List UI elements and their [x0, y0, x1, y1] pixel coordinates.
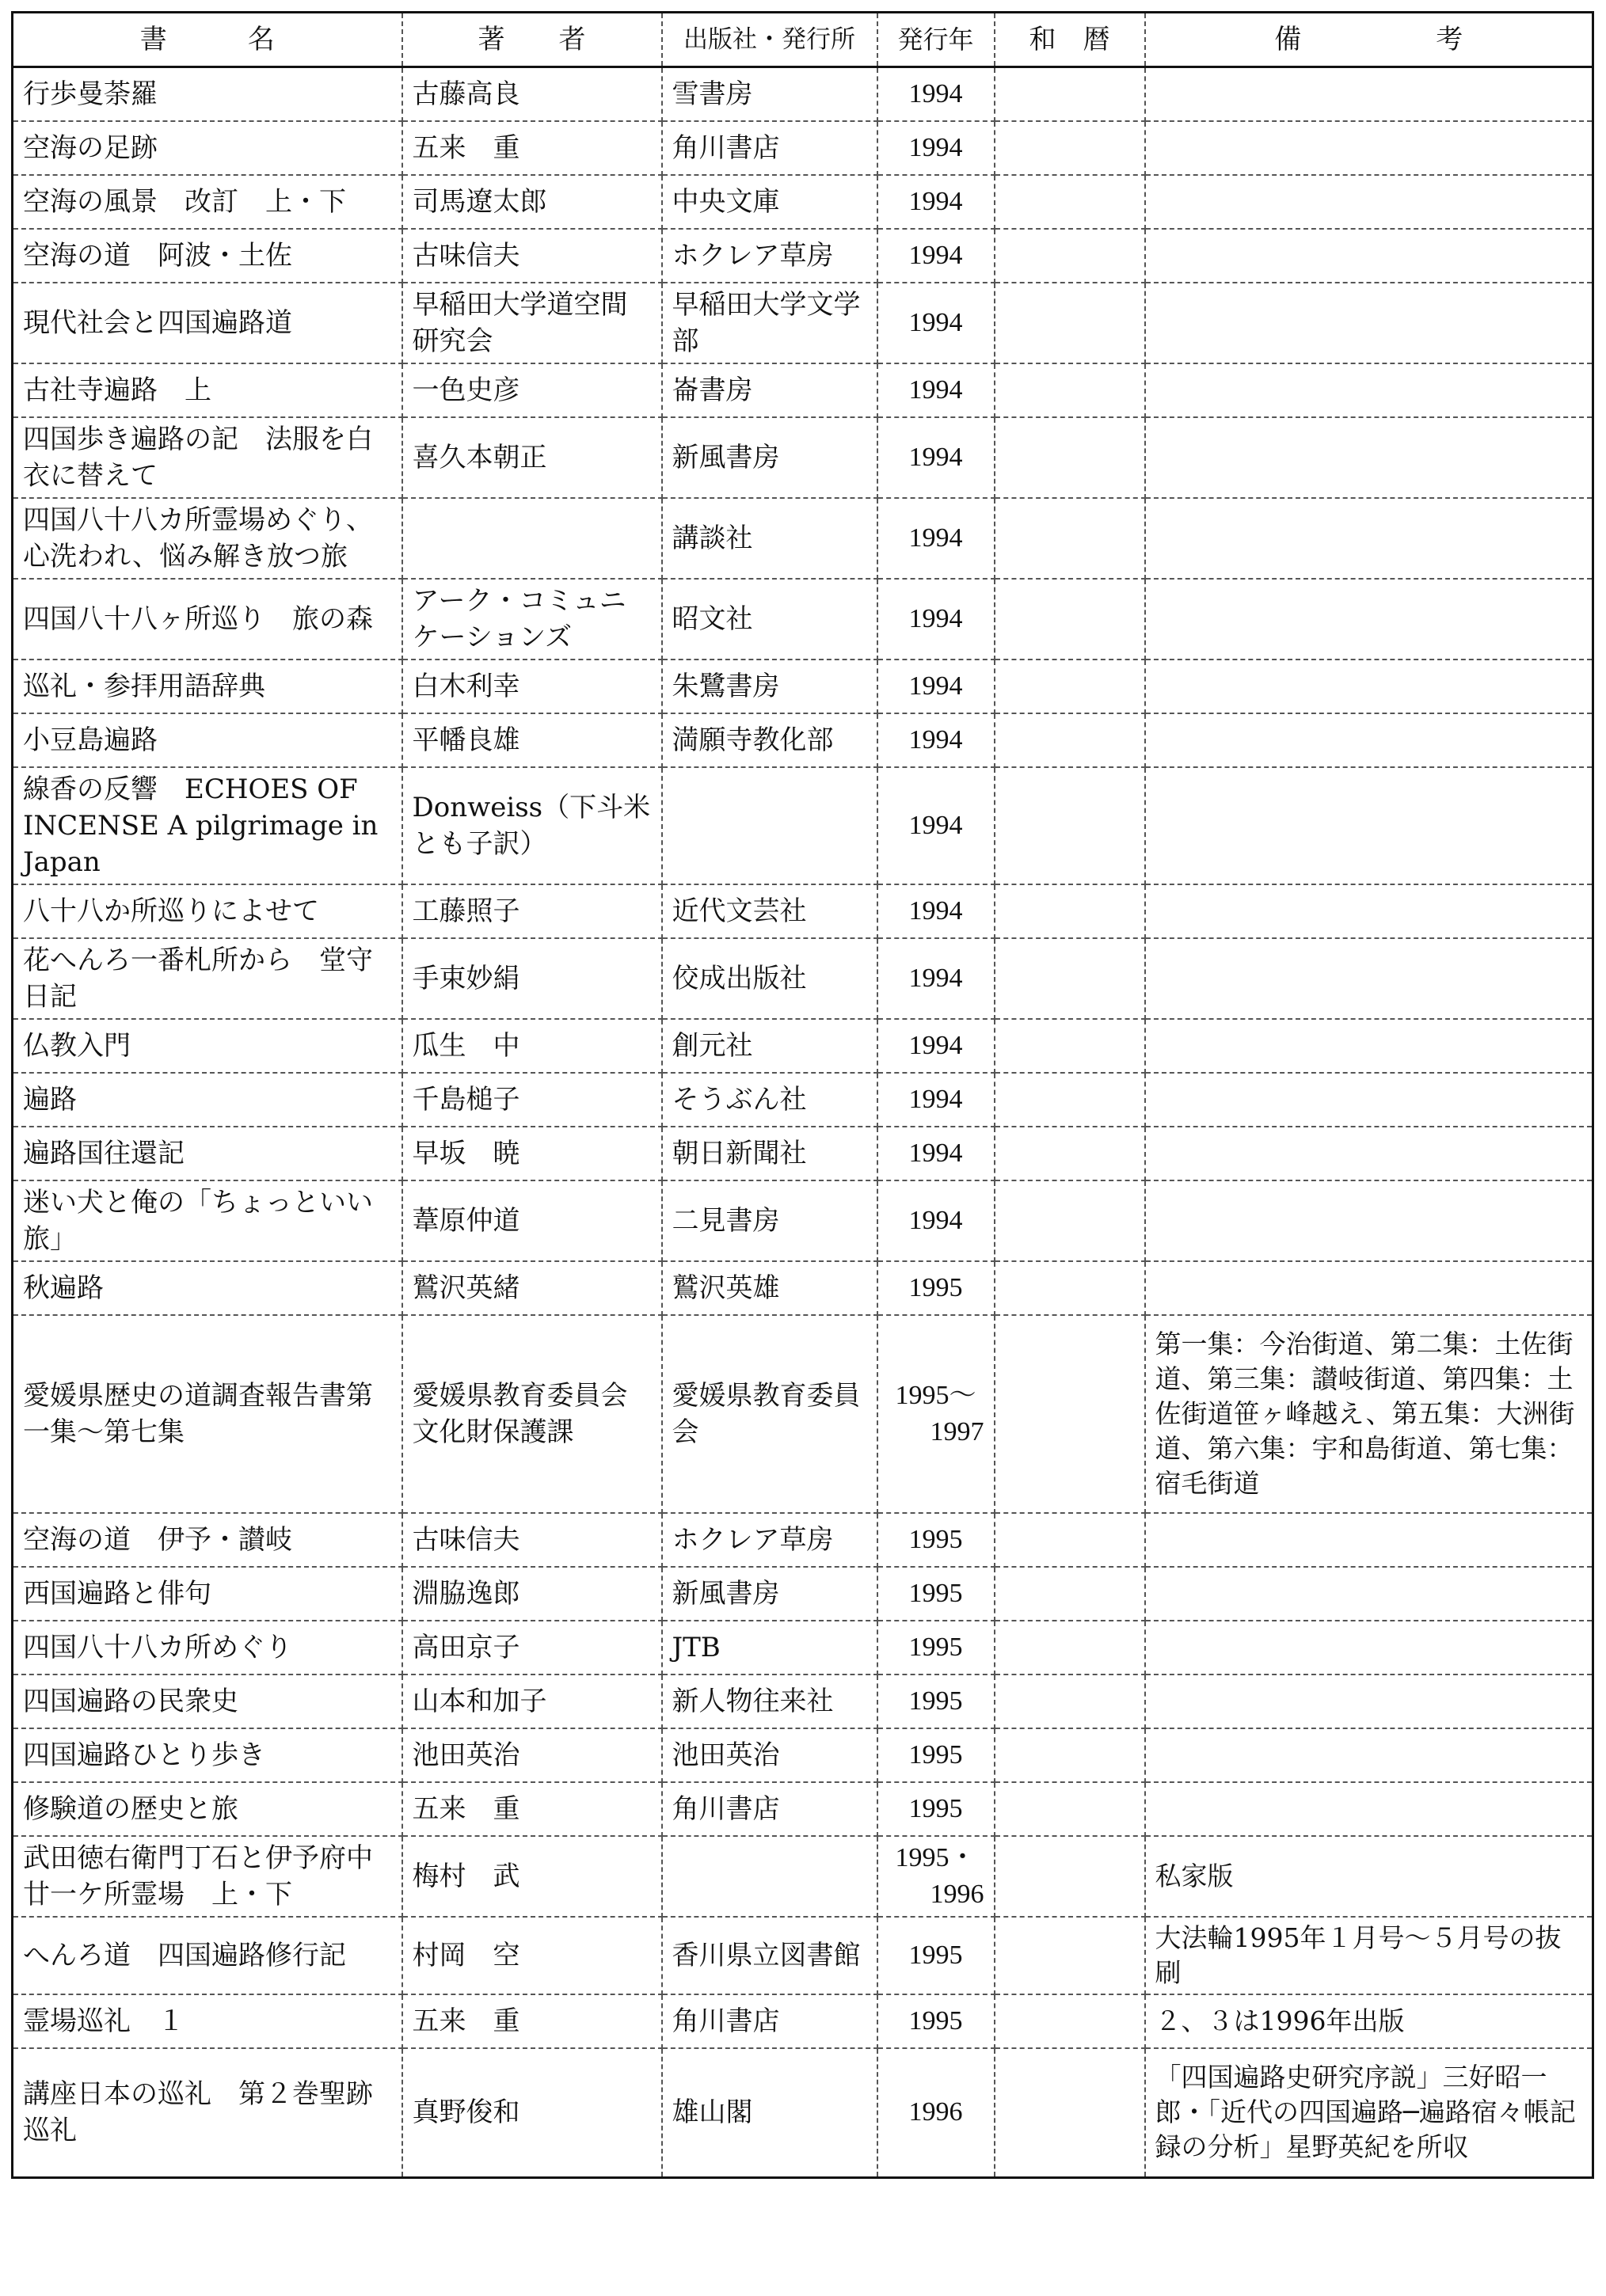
cell-publisher: 満願寺教化部: [662, 713, 877, 767]
cell-author: 司馬遼太郎: [402, 175, 662, 229]
cell-wareki: [995, 1782, 1145, 1836]
cell-notes: [1145, 1728, 1593, 1782]
cell-title: 四国遍路ひとり歩き: [13, 1728, 402, 1782]
cell-notes: [1145, 121, 1593, 175]
table-row: [13, 1621, 1593, 1674]
cell-title: 四国八十八ヶ所巡り 旅の森: [13, 579, 402, 660]
header-title: 書 名: [13, 13, 402, 67]
year-end: 1996: [930, 1879, 984, 1909]
cell-title: 空海の道 伊予・讃岐: [13, 1513, 402, 1567]
cell-publisher: 朝日新聞社: [662, 1127, 877, 1180]
cell-notes: [1145, 767, 1593, 884]
cell-wareki: [995, 283, 1145, 363]
cell-wareki: [995, 884, 1145, 938]
cell-author: 真野俊和: [402, 2048, 662, 2178]
cell-author: 喜久本朝正: [402, 417, 662, 498]
cell-author: 村岡 空: [402, 1917, 662, 1994]
cell-publisher: 早稲田大学文学部: [662, 283, 877, 363]
cell-title: 迷い犬と俺の「ちょっといい旅」: [13, 1180, 402, 1261]
cell-notes: [1145, 1513, 1593, 1567]
cell-wareki: [995, 67, 1145, 121]
cell-year: [877, 1315, 995, 1513]
cell-wareki: [995, 363, 1145, 417]
cell-year: 1994: [877, 417, 995, 498]
cell-title: 古社寺遍路 上: [13, 363, 402, 417]
cell-title: 現代社会と四国遍路道: [13, 283, 402, 363]
cell-publisher: 角川書店: [662, 121, 877, 175]
cell-year: 1994: [877, 579, 995, 660]
cell-notes: [1145, 1180, 1593, 1261]
cell-year: 1995: [877, 1261, 995, 1315]
cell-title: 仏教入門: [13, 1019, 402, 1073]
table-row: [13, 767, 1593, 884]
cell-notes: [1145, 938, 1593, 1019]
cell-notes: [1145, 579, 1593, 660]
table-row: [13, 1674, 1593, 1728]
header-publisher: 出版社・発行所: [662, 13, 877, 67]
cell-year: 1995: [877, 1513, 995, 1567]
cell-notes: [1145, 1782, 1593, 1836]
cell-year: 1994: [877, 363, 995, 417]
cell-year: 1995: [877, 1782, 995, 1836]
cell-year: [877, 1836, 995, 1917]
cell-wareki: [995, 1261, 1145, 1315]
table-row: [13, 1728, 1593, 1782]
cell-author: 鷲沢英緒: [402, 1261, 662, 1315]
cell-author: 古味信夫: [402, 1513, 662, 1567]
cell-year: 1995: [877, 1567, 995, 1621]
cell-author: 古味信夫: [402, 229, 662, 283]
cell-year: 1994: [877, 67, 995, 121]
cell-year: 1994: [877, 175, 995, 229]
table-row: [13, 1513, 1593, 1567]
cell-author: Donweiss（下斗米とも子訳）: [402, 767, 662, 884]
table-row: [13, 1019, 1593, 1073]
book-table: [11, 11, 1594, 2179]
cell-year: 1995: [877, 1917, 995, 1994]
cell-notes: ２、３は1996年出版: [1145, 1994, 1593, 2048]
table-row: [13, 498, 1593, 579]
cell-publisher: 愛媛県教育委員会: [662, 1315, 877, 1513]
cell-wareki: [995, 579, 1145, 660]
cell-author: 高田京子: [402, 1621, 662, 1674]
cell-publisher: [662, 767, 877, 884]
table-row: [13, 229, 1593, 283]
cell-wareki: [995, 1180, 1145, 1261]
cell-wareki: [995, 1728, 1145, 1782]
cell-title: 八十八か所巡りによせて: [13, 884, 402, 938]
table-row: [13, 938, 1593, 1019]
cell-author: 瓜生 中: [402, 1019, 662, 1073]
cell-notes: [1145, 660, 1593, 713]
table-row: [13, 1836, 1593, 1917]
cell-notes: [1145, 713, 1593, 767]
cell-year: 1994: [877, 767, 995, 884]
cell-title: へんろ道 四国遍路修行記: [13, 1917, 402, 1994]
cell-publisher: 朱鷺書房: [662, 660, 877, 713]
cell-wareki: [995, 1315, 1145, 1513]
cell-publisher: 香川県立図書館: [662, 1917, 877, 1994]
cell-publisher: そうぶん社: [662, 1073, 877, 1127]
table-row: [13, 67, 1593, 121]
cell-publisher: ホクレア草房: [662, 229, 877, 283]
table-row: [13, 1567, 1593, 1621]
cell-author: 古藤高良: [402, 67, 662, 121]
cell-publisher: 近代文芸社: [662, 884, 877, 938]
cell-author: 愛媛県教育委員会文化財保護課: [402, 1315, 662, 1513]
cell-year: 1994: [877, 1019, 995, 1073]
book-list-sheet: [11, 11, 1592, 2179]
cell-publisher: 角川書店: [662, 1994, 877, 2048]
year-start: 1995・: [895, 1842, 976, 1872]
cell-author: 手束妙絹: [402, 938, 662, 1019]
table-row: [13, 121, 1593, 175]
cell-year: 1996: [877, 2048, 995, 2178]
table-row: [13, 1782, 1593, 1836]
table-body: [13, 67, 1593, 2178]
cell-author: 淵脇逸郎: [402, 1567, 662, 1621]
table-row: [13, 1127, 1593, 1180]
table-row: [13, 1073, 1593, 1127]
cell-author: 早坂 暁: [402, 1127, 662, 1180]
table-row: [13, 175, 1593, 229]
cell-notes: [1145, 1567, 1593, 1621]
cell-title: 西国遍路と俳句: [13, 1567, 402, 1621]
cell-notes: [1145, 1674, 1593, 1728]
year-end: 1997: [930, 1416, 984, 1446]
cell-notes: [1145, 175, 1593, 229]
cell-author: 千島槌子: [402, 1073, 662, 1127]
table-row: [13, 2048, 1593, 2178]
cell-title: 秋遍路: [13, 1261, 402, 1315]
cell-year: 1994: [877, 229, 995, 283]
cell-wareki: [995, 175, 1145, 229]
cell-publisher: 雪書房: [662, 67, 877, 121]
cell-publisher: ホクレア草房: [662, 1513, 877, 1567]
cell-publisher: 新風書房: [662, 417, 877, 498]
cell-notes: [1145, 1073, 1593, 1127]
table-row: [13, 660, 1593, 713]
cell-title: 四国歩き遍路の記 法服を白衣に替えて: [13, 417, 402, 498]
cell-wareki: [995, 1917, 1145, 1994]
cell-notes: [1145, 1621, 1593, 1674]
table-row: [13, 363, 1593, 417]
cell-title: 花へんろ一番札所から 堂守日記: [13, 938, 402, 1019]
cell-notes: [1145, 363, 1593, 417]
cell-publisher: 二見書房: [662, 1180, 877, 1261]
cell-wareki: [995, 1127, 1145, 1180]
cell-notes: [1145, 498, 1593, 579]
cell-wareki: [995, 1073, 1145, 1127]
cell-wareki: [995, 660, 1145, 713]
cell-publisher: 角川書店: [662, 1782, 877, 1836]
cell-notes: [1145, 417, 1593, 498]
table-row: [13, 1180, 1593, 1261]
cell-year: 1994: [877, 498, 995, 579]
cell-wareki: [995, 1513, 1145, 1567]
header-author: 著 者: [402, 13, 662, 67]
table-row: [13, 1917, 1593, 1994]
cell-year: 1995: [877, 1674, 995, 1728]
cell-title: 四国遍路の民衆史: [13, 1674, 402, 1728]
cell-notes: [1145, 1127, 1593, 1180]
cell-notes: [1145, 67, 1593, 121]
year-start: 1995〜: [895, 1380, 976, 1410]
cell-publisher: 創元社: [662, 1019, 877, 1073]
cell-notes: [1145, 283, 1593, 363]
cell-wareki: [995, 767, 1145, 884]
cell-year: 1995: [877, 1728, 995, 1782]
cell-publisher: 昭文社: [662, 579, 877, 660]
cell-wareki: [995, 938, 1145, 1019]
cell-publisher: 鷲沢英雄: [662, 1261, 877, 1315]
table-row: [13, 884, 1593, 938]
cell-wareki: [995, 417, 1145, 498]
cell-publisher: 佼成出版社: [662, 938, 877, 1019]
cell-publisher: 雄山閣: [662, 2048, 877, 2178]
cell-publisher: 講談社: [662, 498, 877, 579]
cell-title: 遍路: [13, 1073, 402, 1127]
cell-wareki: [995, 1836, 1145, 1917]
cell-year: 1994: [877, 884, 995, 938]
cell-author: アーク・コミュニケーションズ: [402, 579, 662, 660]
header-year: 発行年: [877, 13, 995, 67]
cell-title: 武田徳右衛門丁石と伊予府中廿一ケ所霊場 上・下: [13, 1836, 402, 1917]
cell-author: 山本和加子: [402, 1674, 662, 1728]
cell-publisher: JTB: [662, 1621, 877, 1674]
table-row: [13, 283, 1593, 363]
cell-wareki: [995, 121, 1145, 175]
header-notes: 備 考: [1145, 13, 1593, 67]
cell-title: 線香の反響 ECHOES OF INCENSE A pilgrimage in Japan: [13, 767, 402, 884]
cell-notes: 第一集：今治街道、第二集：土佐街道、第三集：讃岐街道、第四集：土佐街道笹ヶ峰越え、第五集：大洲街道、第六集：宇和島街道、第七集：宿毛街道: [1145, 1315, 1593, 1513]
header-wareki: 和 暦: [995, 13, 1145, 67]
cell-wareki: [995, 229, 1145, 283]
cell-publisher: 崙書房: [662, 363, 877, 417]
cell-wareki: [995, 1621, 1145, 1674]
cell-author: 梅村 武: [402, 1836, 662, 1917]
cell-wareki: [995, 1674, 1145, 1728]
cell-notes: 大法輪1995年１月号〜５月号の抜刷: [1145, 1917, 1593, 1994]
cell-publisher: 中央文庫: [662, 175, 877, 229]
cell-notes: 私家版: [1145, 1836, 1593, 1917]
cell-year: 1994: [877, 121, 995, 175]
cell-title: 愛媛県歴史の道調査報告書第一集〜第七集: [13, 1315, 402, 1513]
cell-year: 1994: [877, 1073, 995, 1127]
cell-year: 1994: [877, 1180, 995, 1261]
cell-year: 1994: [877, 1127, 995, 1180]
cell-publisher: [662, 1836, 877, 1917]
cell-year: 1994: [877, 938, 995, 1019]
cell-wareki: [995, 1019, 1145, 1073]
table-row: [13, 713, 1593, 767]
table-row: [13, 1261, 1593, 1315]
cell-title: 巡礼・参拝用語辞典: [13, 660, 402, 713]
cell-author: 早稲田大学道空間研究会: [402, 283, 662, 363]
cell-title: 空海の道 阿波・土佐: [13, 229, 402, 283]
cell-publisher: 池田英治: [662, 1728, 877, 1782]
cell-wareki: [995, 2048, 1145, 2178]
cell-author: 五来 重: [402, 121, 662, 175]
table-row: [13, 1315, 1593, 1513]
cell-publisher: 新風書房: [662, 1567, 877, 1621]
cell-author: 工藤照子: [402, 884, 662, 938]
cell-title: 四国八十八カ所霊場めぐり、心洗われ、悩み解き放つ旅: [13, 498, 402, 579]
cell-wareki: [995, 713, 1145, 767]
cell-title: 講座日本の巡礼 第２巻聖跡巡礼: [13, 2048, 402, 2178]
cell-author: 葦原仲道: [402, 1180, 662, 1261]
cell-year: 1994: [877, 660, 995, 713]
cell-title: 空海の風景 改訂 上・下: [13, 175, 402, 229]
cell-notes: [1145, 229, 1593, 283]
cell-author: 池田英治: [402, 1728, 662, 1782]
cell-author: 一色史彦: [402, 363, 662, 417]
header-row: [13, 13, 1593, 67]
cell-year: 1995: [877, 1621, 995, 1674]
cell-title: 空海の足跡: [13, 121, 402, 175]
cell-author: 五来 重: [402, 1994, 662, 2048]
cell-author: [402, 498, 662, 579]
cell-notes: 「四国遍路史研究序説」三好昭一郎・「近代の四国遍路─遍路宿々帳記録の分析」星野英紀を所収: [1145, 2048, 1593, 2178]
cell-notes: [1145, 1019, 1593, 1073]
cell-publisher: 新人物往来社: [662, 1674, 877, 1728]
table-row: [13, 417, 1593, 498]
cell-title: 霊場巡礼 １: [13, 1994, 402, 2048]
cell-year: 1995: [877, 1994, 995, 2048]
cell-author: 五来 重: [402, 1782, 662, 1836]
table-row: [13, 1994, 1593, 2048]
cell-title: 小豆島遍路: [13, 713, 402, 767]
cell-wareki: [995, 1994, 1145, 2048]
cell-title: 遍路国往還記: [13, 1127, 402, 1180]
cell-author: 白木利幸: [402, 660, 662, 713]
cell-year: 1994: [877, 713, 995, 767]
cell-author: 平幡良雄: [402, 713, 662, 767]
cell-notes: [1145, 1261, 1593, 1315]
cell-title: 四国八十八カ所めぐり: [13, 1621, 402, 1674]
cell-wareki: [995, 498, 1145, 579]
table-row: [13, 579, 1593, 660]
cell-title: 修験道の歴史と旅: [13, 1782, 402, 1836]
cell-year: 1994: [877, 283, 995, 363]
cell-title: 行歩曼荼羅: [13, 67, 402, 121]
cell-wareki: [995, 1567, 1145, 1621]
cell-notes: [1145, 884, 1593, 938]
